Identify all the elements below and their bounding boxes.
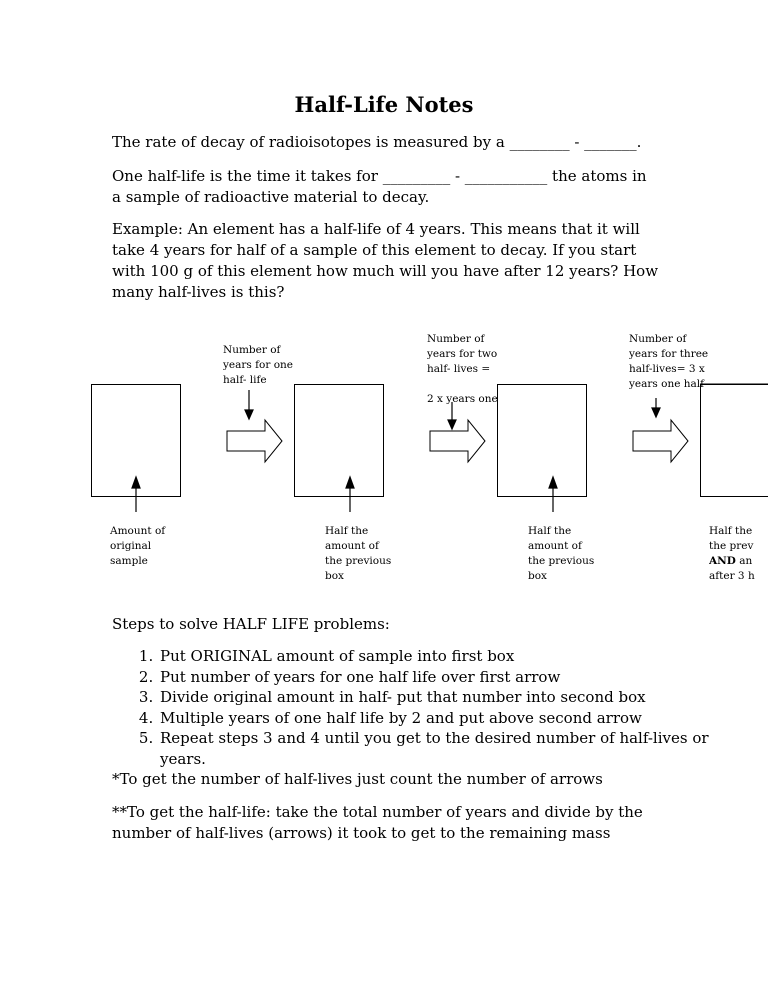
- up-arrow-icon: [132, 477, 140, 512]
- label-line: half- lives =: [427, 363, 491, 375]
- block-arrow-right-icon: [227, 420, 282, 462]
- page-title: Half-Life Notes: [294, 92, 474, 117]
- steps-heading: Steps to solve HALF LIFE problems:: [112, 615, 390, 633]
- down-arrow-icon: [652, 398, 660, 417]
- label-line: after 3 h: [709, 570, 755, 582]
- label-line: Half the: [528, 525, 572, 537]
- intro-half-life-line-2: a sample of radioactive material to decay.: [112, 188, 430, 206]
- label-line: box: [528, 570, 547, 582]
- label-line: Amount of: [110, 525, 166, 537]
- label-original-sample: [110, 524, 190, 569]
- example-line: many half-lives is this?: [112, 283, 285, 301]
- label-line: half- life: [223, 374, 267, 386]
- example-line: Example: An element has a half-life of 4 years. This means that it will: [112, 220, 640, 238]
- step-item: 2. Put number of years for one half life over first arrow: [158, 667, 718, 688]
- label-years-two-half-lives: [427, 332, 499, 407]
- intro-rate-sentence: The rate of decay of radioisotopes is measured by a ________ - _______.: [112, 133, 642, 151]
- label-line: Number of: [223, 344, 281, 356]
- label-years-one-half-life: [223, 343, 313, 388]
- block-arrow-right-icon: [430, 420, 485, 462]
- step-item: 4. Multiple years of one half life by 2 and put above second arrow: [158, 708, 718, 729]
- label-bold-and: AND: [709, 555, 736, 567]
- up-arrow-icon: [346, 477, 354, 512]
- label-line: box: [325, 570, 344, 582]
- label-line: the prev: [709, 540, 754, 552]
- label-line: Number of: [427, 333, 485, 345]
- label-line: the previous: [528, 555, 595, 567]
- step-item: 3. Divide original amount in half- put that number into second box: [158, 687, 718, 708]
- label-half-previous-3: [709, 524, 768, 584]
- intro-half-life-line-1: One half-life is the time it takes for _________ - ___________ the atoms in: [112, 167, 647, 185]
- label-line: 2 x years one: [427, 393, 498, 405]
- example-line: with 100 g of this element how much will you have after 12 years? How: [112, 262, 659, 280]
- label-line: sample: [110, 555, 148, 567]
- note-half-life-line-2: number of half-lives (arrows) it took to get to the remaining mass: [112, 824, 611, 842]
- steps-list: [112, 646, 718, 769]
- label-line: amount of: [325, 540, 379, 552]
- note-count-arrows: *To get the number of half-lives just count the number of arrows: [112, 770, 603, 788]
- example-line: take 4 years for half of a sample of this element to decay. If you start: [112, 241, 637, 259]
- label-line: years for one: [223, 359, 294, 371]
- label-years-three-half-lives: [629, 332, 711, 392]
- step-item: 1. Put ORIGINAL amount of sample into first box: [158, 646, 718, 667]
- label-line: years one half: [629, 378, 705, 390]
- up-arrow-icon: [549, 477, 557, 512]
- label-line: Half the: [325, 525, 369, 537]
- label-fragment: an: [735, 555, 753, 567]
- label-line: original: [110, 540, 152, 552]
- label-line: years for two: [427, 348, 498, 360]
- note-half-life-line-1: **To get the half-life: take the total number of years and divide by the: [112, 803, 643, 821]
- block-arrow-right-icon: [633, 420, 688, 462]
- step-item: 5. Repeat steps 3 and 4 until you get to the desired number of half-lives or years.: [158, 728, 718, 769]
- label-line: Half the: [709, 525, 753, 537]
- label-line: half-lives= 3 x: [629, 363, 705, 375]
- label-line: [709, 554, 768, 569]
- label-line: amount of: [528, 540, 582, 552]
- label-line: the previous: [325, 555, 392, 567]
- down-arrow-icon: [245, 390, 253, 419]
- label-half-previous-2: [528, 524, 608, 584]
- label-line: Number of: [629, 333, 687, 345]
- label-half-previous-1: [325, 524, 405, 584]
- label-line: years for three: [629, 348, 709, 360]
